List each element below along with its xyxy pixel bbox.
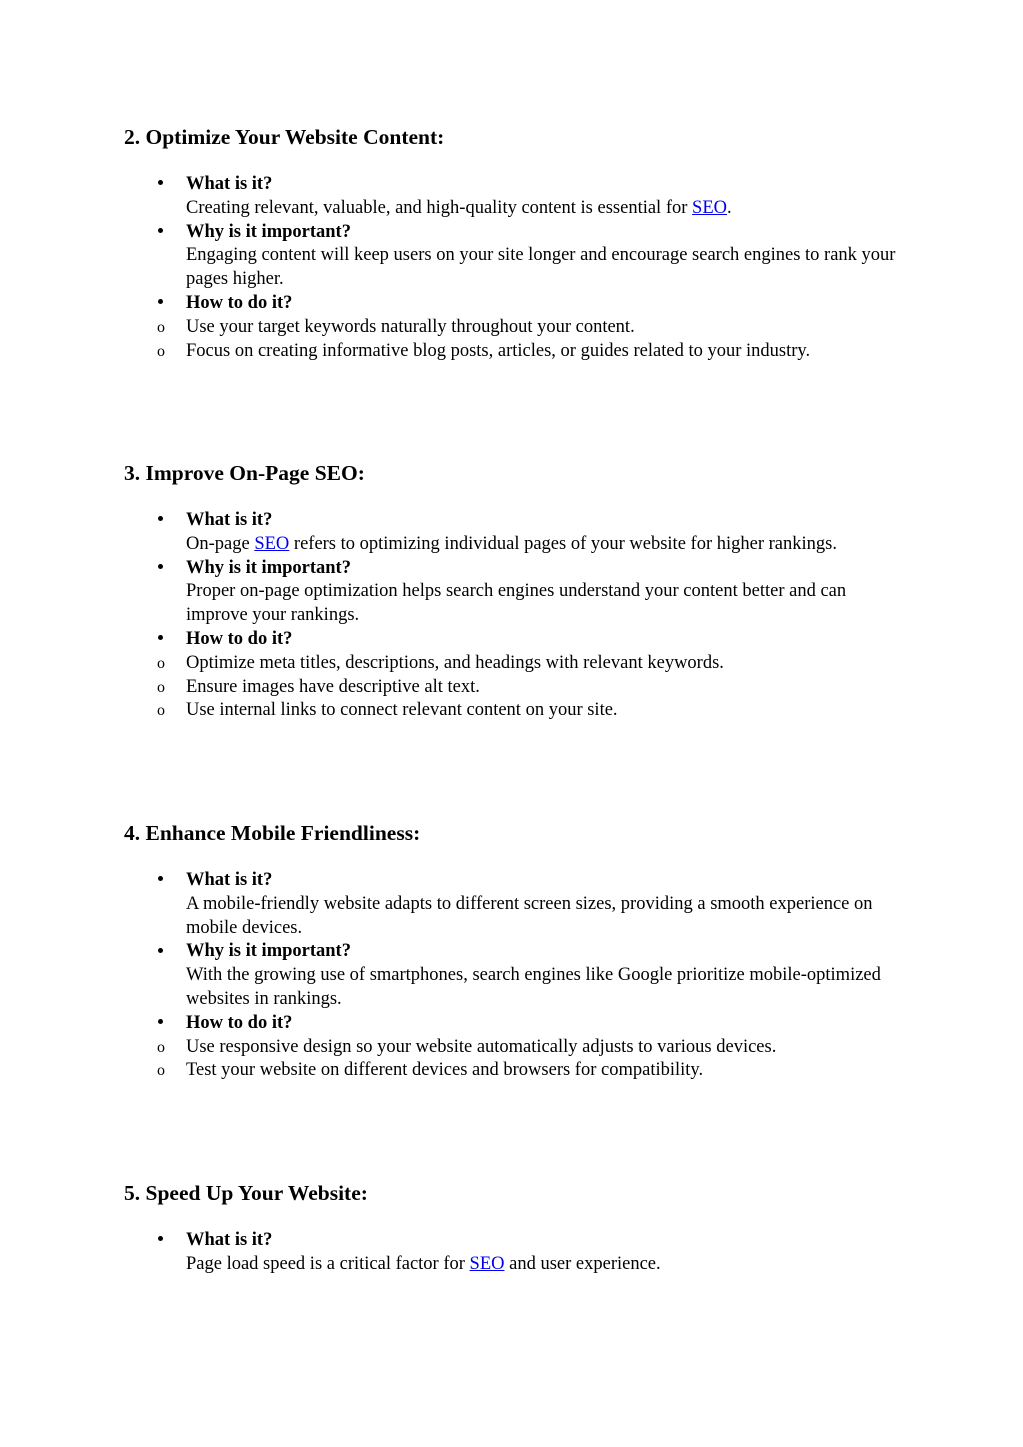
section-on-page-seo: [124, 460, 904, 723]
bullet-icon: [155, 292, 165, 316]
sub-item-text: Use internal links to connect relevant content on your site.: [186, 700, 618, 721]
list-item-how: [124, 1012, 904, 1036]
bullet-list: [124, 869, 904, 1083]
circle-bullet-icon: o: [157, 654, 165, 672]
sub-list-item: [124, 1036, 904, 1060]
sub-item-text: Test your website on different devices and browsers for compatibility.: [186, 1060, 704, 1081]
seo-link[interactable]: SEO: [692, 197, 727, 218]
bullet-icon: [155, 221, 165, 245]
sub-item-text: Use responsive design so your website automatically adjusts to various devices.: [186, 1036, 777, 1057]
question-label: What is it?: [186, 1230, 273, 1250]
list-item-what: [124, 509, 904, 557]
section-optimize-content: [124, 124, 904, 363]
answer-text: Page load speed is a critical factor for SEO and user experience.: [186, 1253, 661, 1274]
bullet-list: [124, 173, 904, 363]
sub-item-text: Use your target keywords naturally throughout your content.: [186, 316, 635, 337]
question-label: What is it?: [186, 870, 273, 890]
sub-item-text: Optimize meta titles, descriptions, and headings with relevant keywords.: [186, 652, 724, 673]
bullet-icon: [155, 173, 165, 197]
question-label: What is it?: [186, 510, 273, 530]
answer-text: A mobile-friendly website adapts to different screen sizes, providing a smooth experience on mobile devices.: [186, 893, 873, 938]
question-label: Why is it important?: [186, 557, 351, 578]
sub-list-item: [124, 652, 904, 676]
section-speed-up: [124, 1180, 904, 1277]
circle-bullet-icon: o: [157, 1062, 165, 1080]
section-heading: 5. Speed Up Your Website:: [124, 1181, 368, 1205]
list-item-why: [124, 221, 904, 292]
bullet-list: [124, 1229, 904, 1277]
bullet-icon: [155, 1012, 165, 1036]
list-item-why: [124, 557, 904, 628]
bullet-icon: [155, 940, 165, 964]
list-item-how: [124, 628, 904, 652]
list-item-how: [124, 292, 904, 316]
sub-list-item: [124, 676, 904, 700]
seo-link[interactable]: SEO: [469, 1253, 505, 1274]
list-item-what: [124, 869, 904, 940]
list-item-why: [124, 940, 904, 1011]
question-label: Why is it important?: [186, 221, 351, 242]
question-label: How to do it?: [186, 292, 293, 313]
circle-bullet-icon: o: [157, 702, 165, 720]
circle-bullet-icon: o: [157, 1038, 165, 1056]
section-heading: 4. Enhance Mobile Friendliness:: [124, 821, 421, 845]
sub-item-text: Focus on creating informative blog posts, articles, or guides related to your industry.: [186, 340, 811, 361]
answer-text: Creating relevant, valuable, and high-quality content is essential for SEO.: [186, 197, 732, 218]
sub-item-text: Ensure images have descriptive alt text.: [186, 676, 480, 697]
bullet-icon: [155, 557, 165, 581]
sub-list-item: [124, 340, 904, 364]
section-heading: 2. Optimize Your Website Content:: [124, 125, 445, 149]
sub-list-item: [124, 316, 904, 340]
list-item-what: [124, 1229, 904, 1277]
question-label: How to do it?: [186, 628, 293, 649]
section-mobile-friendliness: [124, 820, 904, 1083]
answer-text: On-page SEO refers to optimizing individual pages of your website for higher rankings.: [186, 533, 837, 554]
circle-bullet-icon: o: [157, 342, 165, 360]
bullet-icon: [155, 628, 165, 652]
question-label: How to do it?: [186, 1012, 293, 1033]
sub-list-item: [124, 699, 904, 723]
answer-text: With the growing use of smartphones, search engines like Google prioritize mobile-optimized websites in rankings.: [186, 965, 881, 1009]
seo-link[interactable]: SEO: [254, 533, 290, 554]
question-label: What is it?: [186, 174, 273, 194]
bullet-icon: [155, 1229, 165, 1253]
bullet-list: [124, 509, 904, 723]
bullet-icon: [155, 869, 165, 893]
answer-text: Engaging content will keep users on your site longer and encourage search engines to rank your pages higher.: [186, 245, 896, 290]
sub-list-item: [124, 1059, 904, 1083]
question-label: Why is it important?: [186, 941, 351, 962]
circle-bullet-icon: o: [157, 678, 165, 696]
bullet-icon: [155, 509, 165, 533]
answer-text: Proper on-page optimization helps search engines understand your content better and can improve your rankings.: [186, 581, 847, 626]
section-heading: 3. Improve On-Page SEO:: [124, 461, 365, 485]
list-item-what: [124, 173, 904, 221]
circle-bullet-icon: o: [157, 318, 165, 336]
